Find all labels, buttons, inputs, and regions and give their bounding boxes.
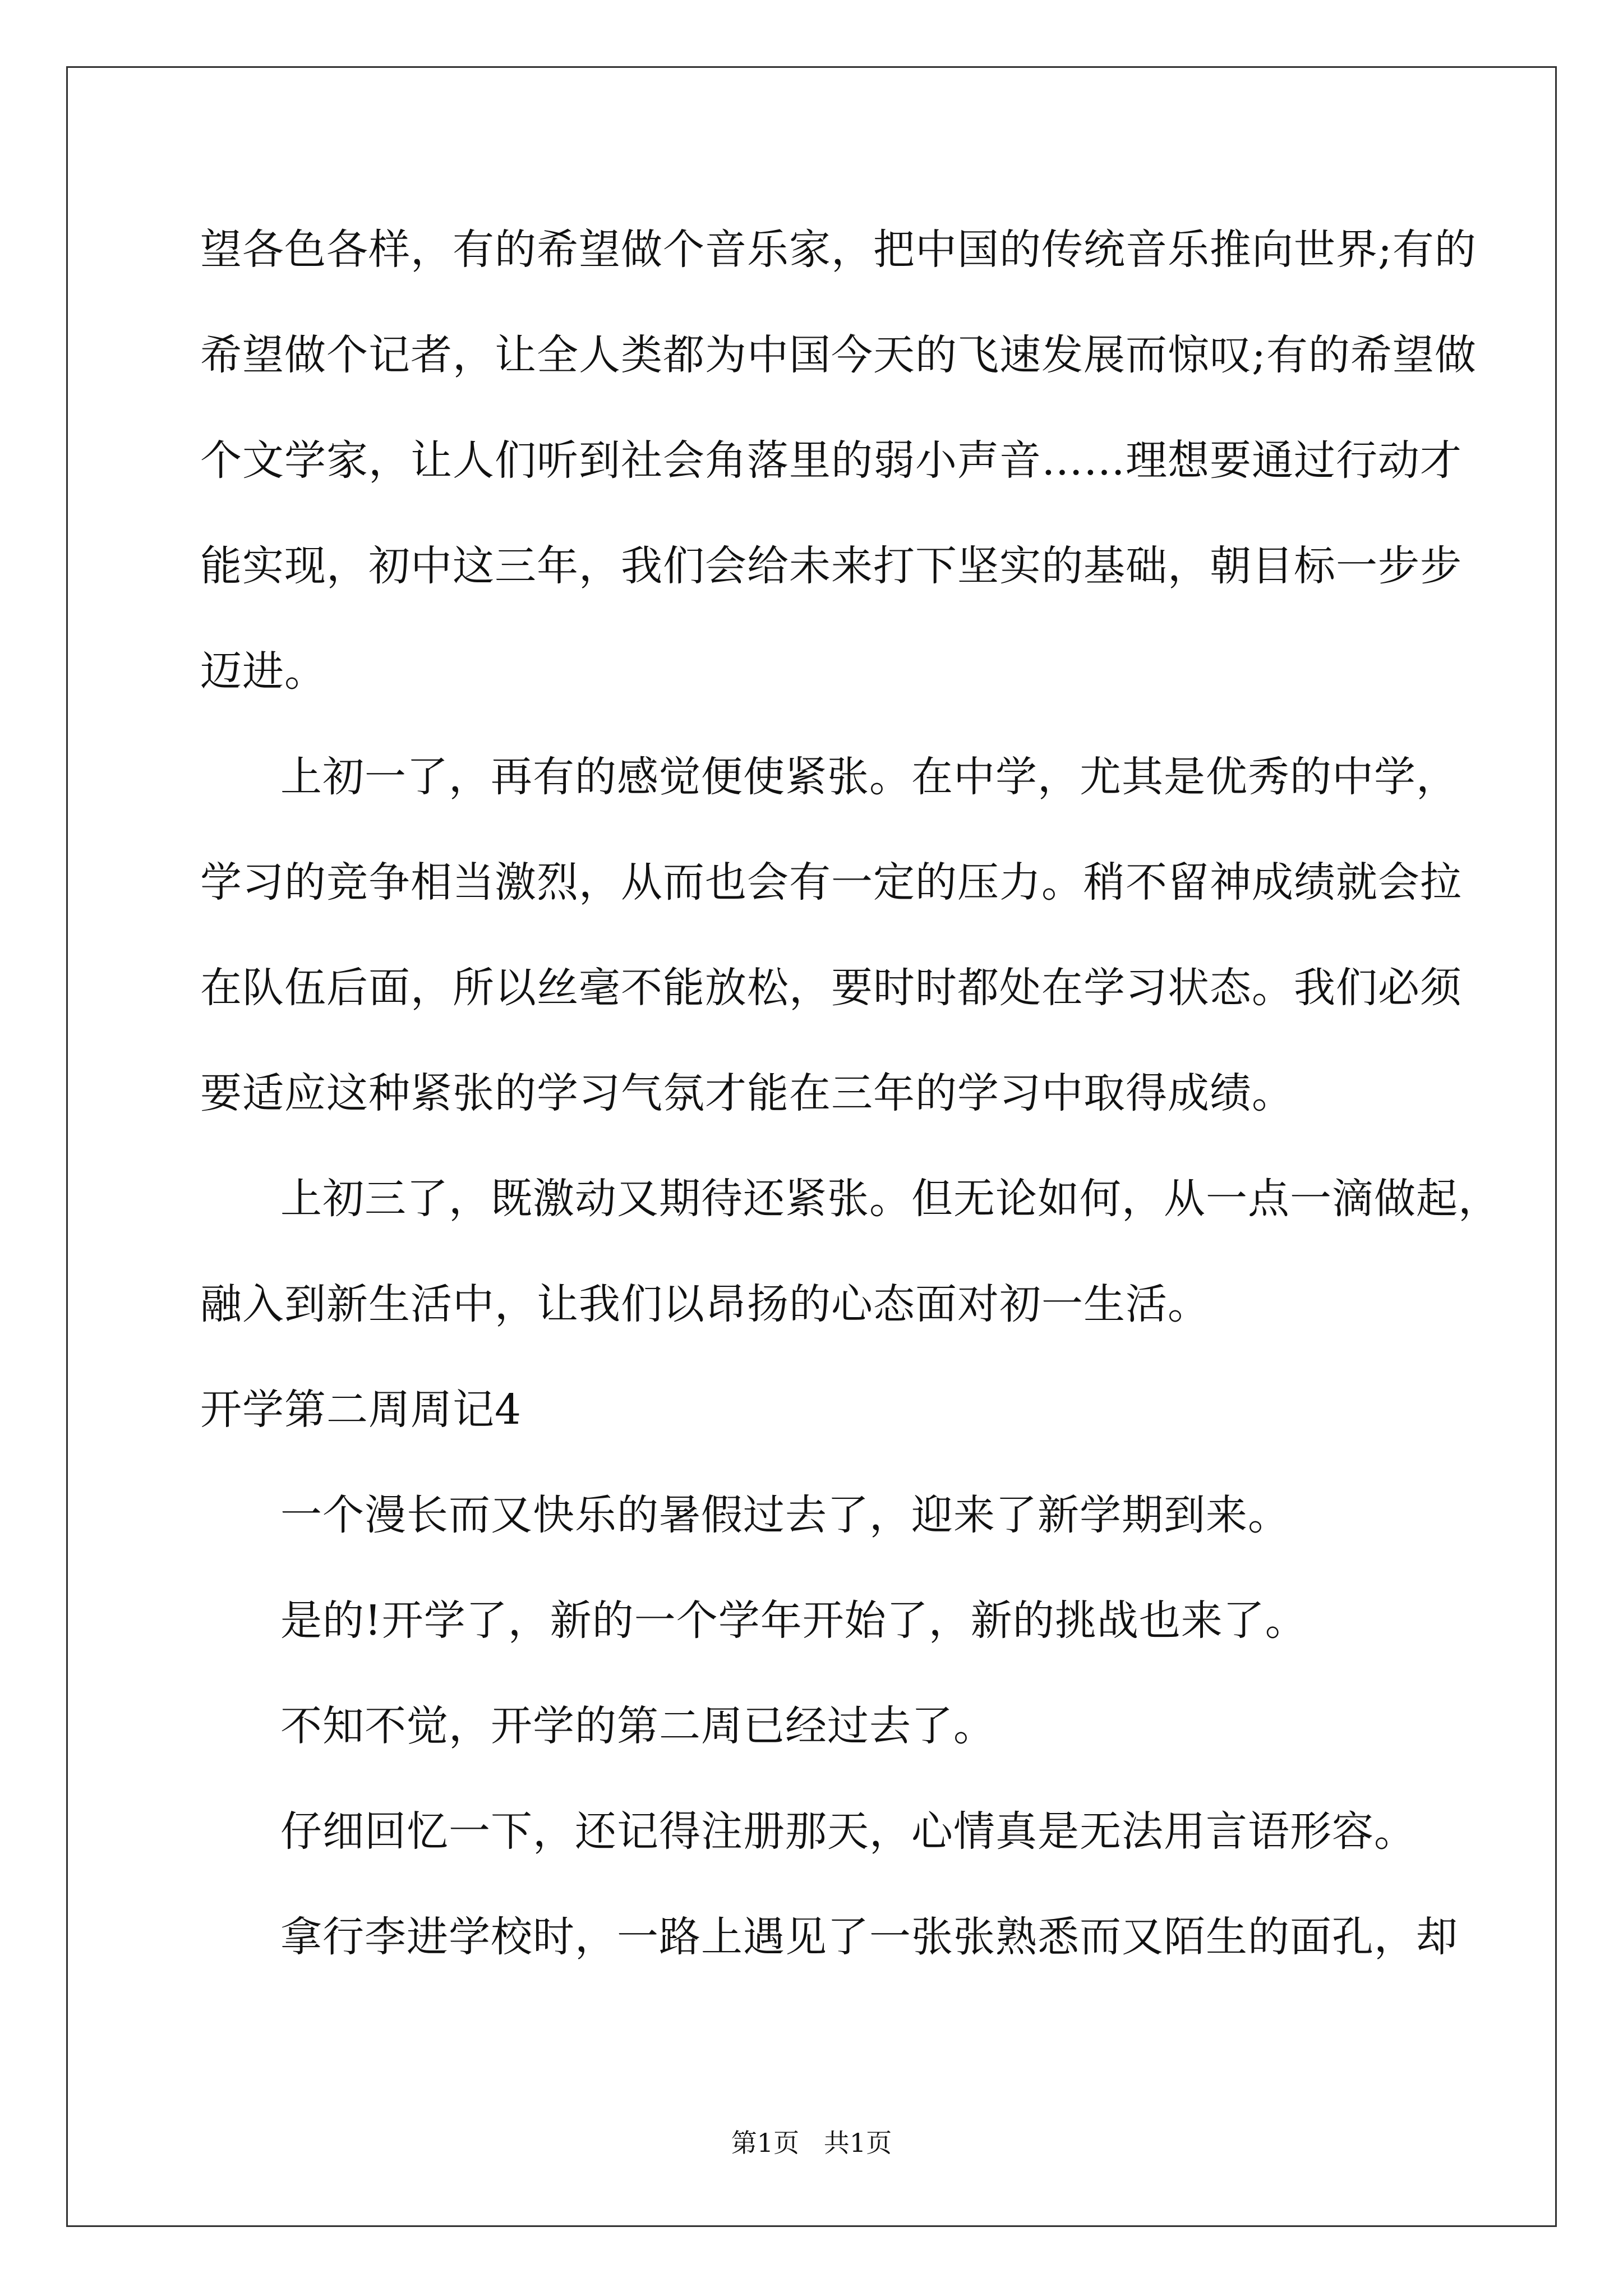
section-heading: 开学第二周周记4 <box>200 1386 522 1434</box>
paragraph-line: 是的!开学了，新的一个学年开始了，新的挑战也来了。 <box>280 1596 1307 1645</box>
paragraph-line: 望各色各样，有的希望做个音乐家，把中国的传统音乐推向世界;有的 <box>200 226 1477 274</box>
paragraph-line: 拿行李进学校时，一路上遇见了一张张熟悉而又陌生的面孔，却 <box>280 1913 1458 1961</box>
paragraph-line: 上初一了，再有的感觉便使紧张。在中学，尤其是优秀的中学， <box>280 753 1458 801</box>
paragraph-line: 学习的竞争相当激烈，从而也会有一定的压力。稍不留神成绩就会拉 <box>200 858 1462 907</box>
paragraph-line: 仔细回忆一下，还记得注册那天，心情真是无法用言语形容。 <box>280 1807 1416 1856</box>
paragraph-line: 在队伍后面，所以丝毫不能放松，要时时都处在学习状态。我们必须 <box>200 964 1462 1012</box>
paragraph-line: 个文学家，让人们听到社会角落里的弱小声音……理想要通过行动才 <box>200 436 1462 485</box>
page-number-footer: 第1页 共1页 <box>731 2128 892 2158</box>
paragraph-line: 能实现，初中这三年，我们会给未来打下坚实的基础，朝目标一步步 <box>200 542 1462 590</box>
page-border <box>66 66 1557 2227</box>
paragraph-line: 上初三了，既激动又期待还紧张。但无论如何，从一点一滴做起， <box>280 1175 1500 1223</box>
paragraph-line: 融入到新生活中，让我们以昂扬的心态面对初一生活。 <box>200 1280 1210 1328</box>
paragraph-line: 一个漫长而又快乐的暑假过去了，迎来了新学期到来。 <box>280 1491 1290 1539</box>
paragraph-line: 要适应这种紧张的学习气氛才能在三年的学习中取得成绩。 <box>200 1069 1294 1117</box>
paragraph-line: 不知不觉，开学的第二周已经过去了。 <box>280 1702 995 1750</box>
paragraph-line: 希望做个记者，让全人类都为中国今天的飞速发展而惊叹;有的希望做 <box>200 331 1477 379</box>
paragraph-line: 迈进。 <box>200 647 326 696</box>
